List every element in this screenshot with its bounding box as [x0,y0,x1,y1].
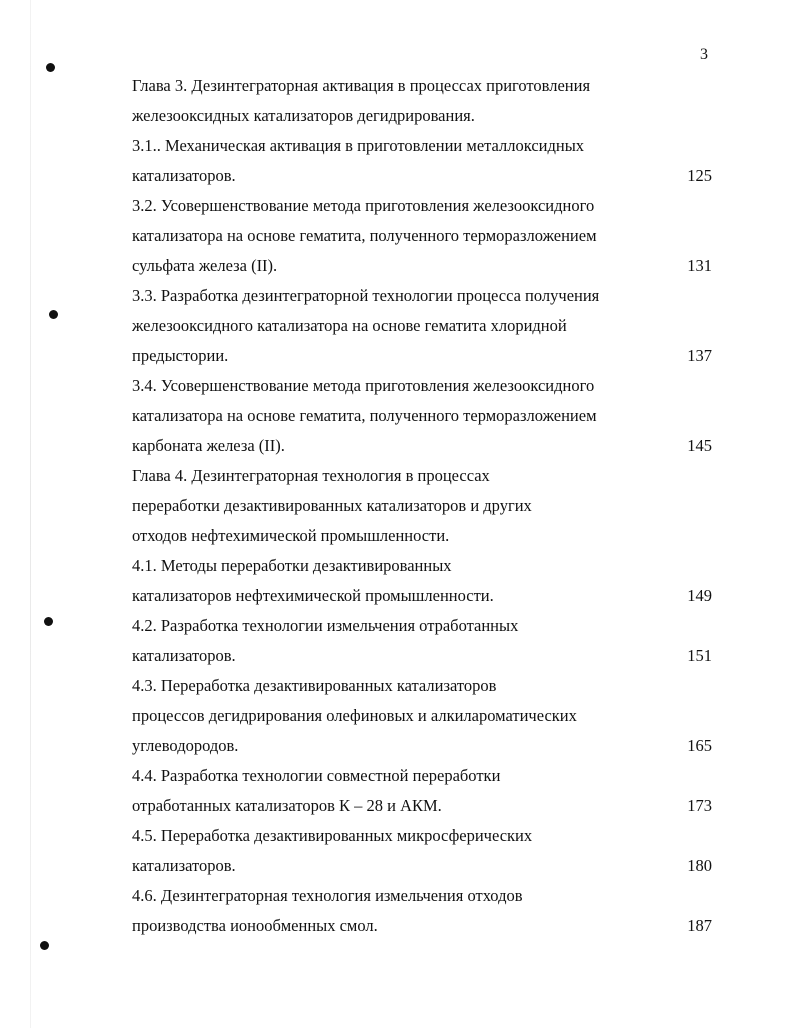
toc-line: 3.1.. Механическая активация в приготовлении металлоксидных [132,136,585,155]
toc-line: производства ионообменных смол. [132,916,378,935]
toc-line: катализаторов нефтехимической промышленности. [132,586,494,605]
toc-page-ref: 137 [687,346,712,365]
toc-line: катализаторов. [132,646,236,665]
toc-line: 3.4. Усовершенствование метода приготовления железооксидного [132,376,595,395]
toc-line: карбоната железа (II). [132,436,285,455]
toc-line: 4.4. Разработка технологии совместной переработки [132,766,501,785]
toc-line: Глава 3. Дезинтеграторная активация в процессах приготовления [132,76,591,95]
toc-line: отходов нефтехимической промышленности. [132,526,450,545]
toc-line: железооксидного катализатора на основе гематита хлоридной [132,316,567,335]
toc-line: сульфата железа (II). [132,256,278,275]
toc-line: отработанных катализаторов К – 28 и АКМ. [132,796,442,815]
toc-line: 3.3. Разработка дезинтеграторной технологии процесса получения [132,286,600,305]
toc-page-ref: 151 [687,646,712,665]
toc-line: предыстории. [132,346,229,365]
toc-page-ref: 125 [687,166,712,185]
toc-page-ref: 180 [687,856,712,875]
toc-line: переработки дезактивированных катализаторов и других [132,496,532,515]
toc-line: 4.6. Дезинтеграторная технология измельчения отходов [132,886,523,905]
toc-line: процессов дегидрирования олефиновых и алкилароматических [132,706,577,725]
toc-page-ref: 187 [687,916,712,935]
toc-page-ref: 149 [687,586,712,605]
toc-line: Глава 4. Дезинтеграторная технология в процессах [132,466,490,485]
toc-line: катализаторов. [132,856,236,875]
toc-page-ref: 165 [687,736,712,755]
toc-line: катализаторов. [132,166,236,185]
toc-line: железооксидных катализаторов дегидрирования. [132,106,475,125]
toc-page-ref: 173 [687,796,712,815]
toc-line: катализатора на основе гематита, полученного терморазложением [132,226,597,245]
toc-line: 3.2. Усовершенствование метода приготовления железооксидного [132,196,595,215]
toc-page-ref: 131 [687,256,712,275]
toc-line: 4.3. Переработка дезактивированных катализаторов [132,676,497,695]
toc-line: катализатора на основе гематита, полученного терморазложением [132,406,597,425]
toc-page-ref: 145 [687,436,712,455]
toc-line: 4.5. Переработка дезактивированных микросферических [132,826,533,845]
toc-line: углеводородов. [132,736,239,755]
toc-line: 4.1. Методы переработки дезактивированных [132,556,452,575]
toc-line: 4.2. Разработка технологии измельчения отработанных [132,616,519,635]
page-number: 3 [700,46,708,63]
